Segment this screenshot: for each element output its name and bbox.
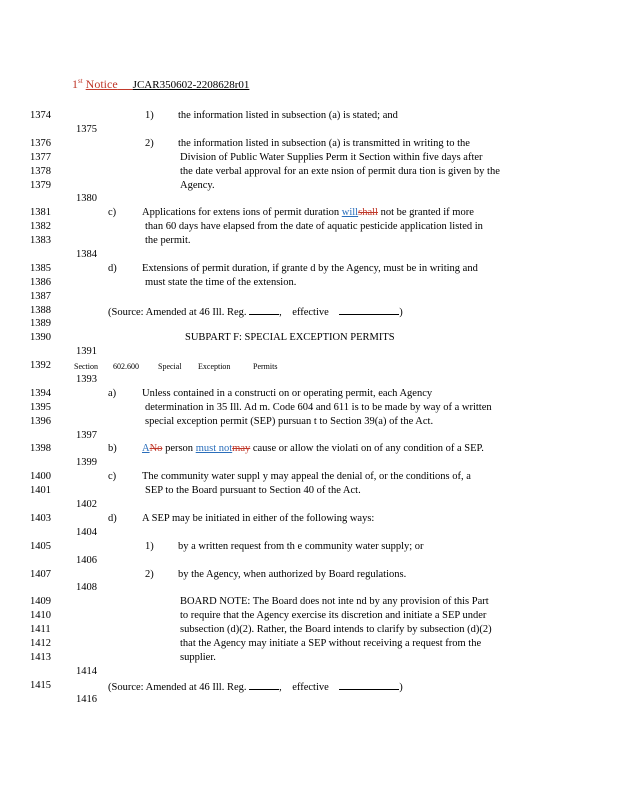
line-number: 1384 <box>76 249 97 260</box>
line-number: 1394 <box>30 388 51 399</box>
section-title-word: Exception <box>198 362 231 371</box>
line-number: 1380 <box>76 193 97 204</box>
line-number: 1412 <box>30 638 51 649</box>
blank-field <box>249 305 279 315</box>
notice-number: 1 <box>72 77 78 91</box>
line-number: 1374 <box>30 110 51 121</box>
line-number: 1388 <box>30 305 51 316</box>
line-number: 1404 <box>76 527 97 538</box>
line-number: 1403 <box>30 513 51 524</box>
line-number: 1407 <box>30 569 51 580</box>
text-line: determination in 35 Ill. Ad m. Code 604 and 611 is to be made by way of a written <box>145 402 492 413</box>
line-number: 1377 <box>30 152 51 163</box>
line-number: 1411 <box>30 624 51 635</box>
blank-field <box>249 680 279 690</box>
text-run: effective <box>292 682 329 693</box>
item-marker: 1) <box>145 110 154 121</box>
line-number: 1410 <box>30 610 51 621</box>
line-number: 1389 <box>30 318 51 329</box>
board-note-line: BOARD NOTE: The Board does not inte nd by any provision of this Part <box>180 596 489 607</box>
section-number: 602.600 <box>113 362 139 371</box>
text-run: cause or allow the violati on of any condition of a SEP. <box>250 443 484 454</box>
item-marker: b) <box>108 443 117 454</box>
text-line: Agency. <box>180 180 215 191</box>
line-number: 1379 <box>30 180 51 191</box>
line-number: 1391 <box>76 346 97 357</box>
text-line: Unless contained in a constructi on or operating permit, each Agency <box>142 388 433 399</box>
line-number: 1414 <box>76 666 97 677</box>
line-number: 1416 <box>76 694 97 705</box>
item-marker: c) <box>108 207 117 218</box>
board-note-line: supplier. <box>180 652 216 663</box>
inserted-text: A <box>142 443 150 454</box>
line-number: 1385 <box>30 263 51 274</box>
jcar-code: JCAR350602-2208628r01 <box>132 79 250 91</box>
line-number: 1375 <box>76 124 97 135</box>
text-line: by the Agency, when authorized by Board regulations. <box>178 569 407 580</box>
text-run: (Source: Amended at 46 Ill. Reg. <box>108 307 247 318</box>
line-number: 1383 <box>30 235 51 246</box>
item-marker: c) <box>108 471 117 482</box>
text-run: Applications for extens ions of permit duration <box>142 207 342 218</box>
text-line: the information listed in subsection (a) is stated; and <box>178 110 398 121</box>
text-line: by a written request from th e community water supply; or <box>178 541 424 552</box>
line-number: 1397 <box>76 430 97 441</box>
line-number: 1400 <box>30 471 51 482</box>
text-line: SEP to the Board pursuant to Section 40 of the Act. <box>145 485 361 496</box>
board-note-line: to require that the Agency exercise its discretion and initiate a SEP under <box>180 610 487 621</box>
text-line <box>142 207 474 219</box>
text-line <box>142 443 484 455</box>
section-label: Section <box>74 362 98 371</box>
board-note-line: subsection (d)(2). Rather, the Board intends to clarify by subsection (d)(2) <box>180 624 492 635</box>
text-line: A SEP may be initiated in either of the following ways: <box>142 513 375 524</box>
page-header <box>72 77 249 92</box>
text-line: The community water suppl y may appeal the denial of, or the conditions of, a <box>142 471 471 482</box>
source-note: (Source: Amended at 46 Ill. Reg. , effective ) <box>108 307 403 318</box>
line-number: 1390 <box>30 332 51 343</box>
inserted-text: will <box>341 207 359 218</box>
blank-field <box>339 680 399 690</box>
notice-superscript: st <box>78 77 83 85</box>
deleted-text: may <box>232 443 251 454</box>
line-number: 1395 <box>30 402 51 413</box>
text-line: Division of Public Water Supplies Perm it Section within five days after <box>180 152 483 163</box>
text-run: person <box>162 443 196 454</box>
line-number: 1405 <box>30 541 51 552</box>
text-line: than 60 days have elapsed from the date of aquatic pesticide application listed in <box>145 221 483 232</box>
line-number: 1382 <box>30 221 51 232</box>
text-line: the date verbal approval for an exte nsion of permit dura tion is given by the <box>180 166 500 177</box>
section-title-word: Permits <box>253 362 278 371</box>
line-number: 1386 <box>30 277 51 288</box>
subpart-heading: SUBPART F: SPECIAL EXCEPTION PERMITS <box>185 332 395 343</box>
line-number: 1398 <box>30 443 51 454</box>
deleted-text: No <box>149 443 163 454</box>
line-number: 1393 <box>76 374 97 385</box>
item-marker: d) <box>108 513 117 524</box>
line-number: 1399 <box>76 457 97 468</box>
line-number: 1387 <box>30 291 51 302</box>
text-line: Extensions of permit duration, if grante d by the Agency, must be in writing and <box>142 263 478 274</box>
line-number: 1402 <box>76 499 97 510</box>
text-line: must state the time of the extension. <box>145 277 297 288</box>
text-run: effective <box>292 307 329 318</box>
deleted-text: shall <box>358 207 378 218</box>
text-run: (Source: Amended at 46 Ill. Reg. <box>108 682 247 693</box>
line-number: 1392 <box>30 360 51 371</box>
item-marker: a) <box>108 388 117 399</box>
line-number: 1408 <box>76 582 97 593</box>
board-note-line: that the Agency may initiate a SEP without receiving a request from the <box>180 638 482 649</box>
text-run: not be granted if more <box>377 207 474 218</box>
blank-field <box>339 305 399 315</box>
line-number: 1409 <box>30 596 51 607</box>
text-line: the permit. <box>145 235 191 246</box>
line-number: 1406 <box>76 555 97 566</box>
line-number: 1413 <box>30 652 51 663</box>
section-title-word: Special <box>158 362 182 371</box>
line-number: 1396 <box>30 416 51 427</box>
line-number: 1378 <box>30 166 51 177</box>
line-number: 1415 <box>30 680 51 691</box>
item-marker: 1) <box>145 541 154 552</box>
line-number: 1401 <box>30 485 51 496</box>
text-line: special exception permit (SEP) pursuan t to Section 39(a) of the Act. <box>145 416 434 427</box>
line-number: 1376 <box>30 138 51 149</box>
source-note: (Source: Amended at 46 Ill. Reg. , effective ) <box>108 682 403 693</box>
item-marker: 2) <box>145 569 154 580</box>
item-marker: 2) <box>145 138 154 149</box>
inserted-text: must not <box>195 443 233 454</box>
text-line: the information listed in subsection (a) is transmitted in writing to the <box>178 138 470 149</box>
line-number: 1381 <box>30 207 51 218</box>
notice-label: Notice <box>85 77 118 91</box>
item-marker: d) <box>108 263 117 274</box>
